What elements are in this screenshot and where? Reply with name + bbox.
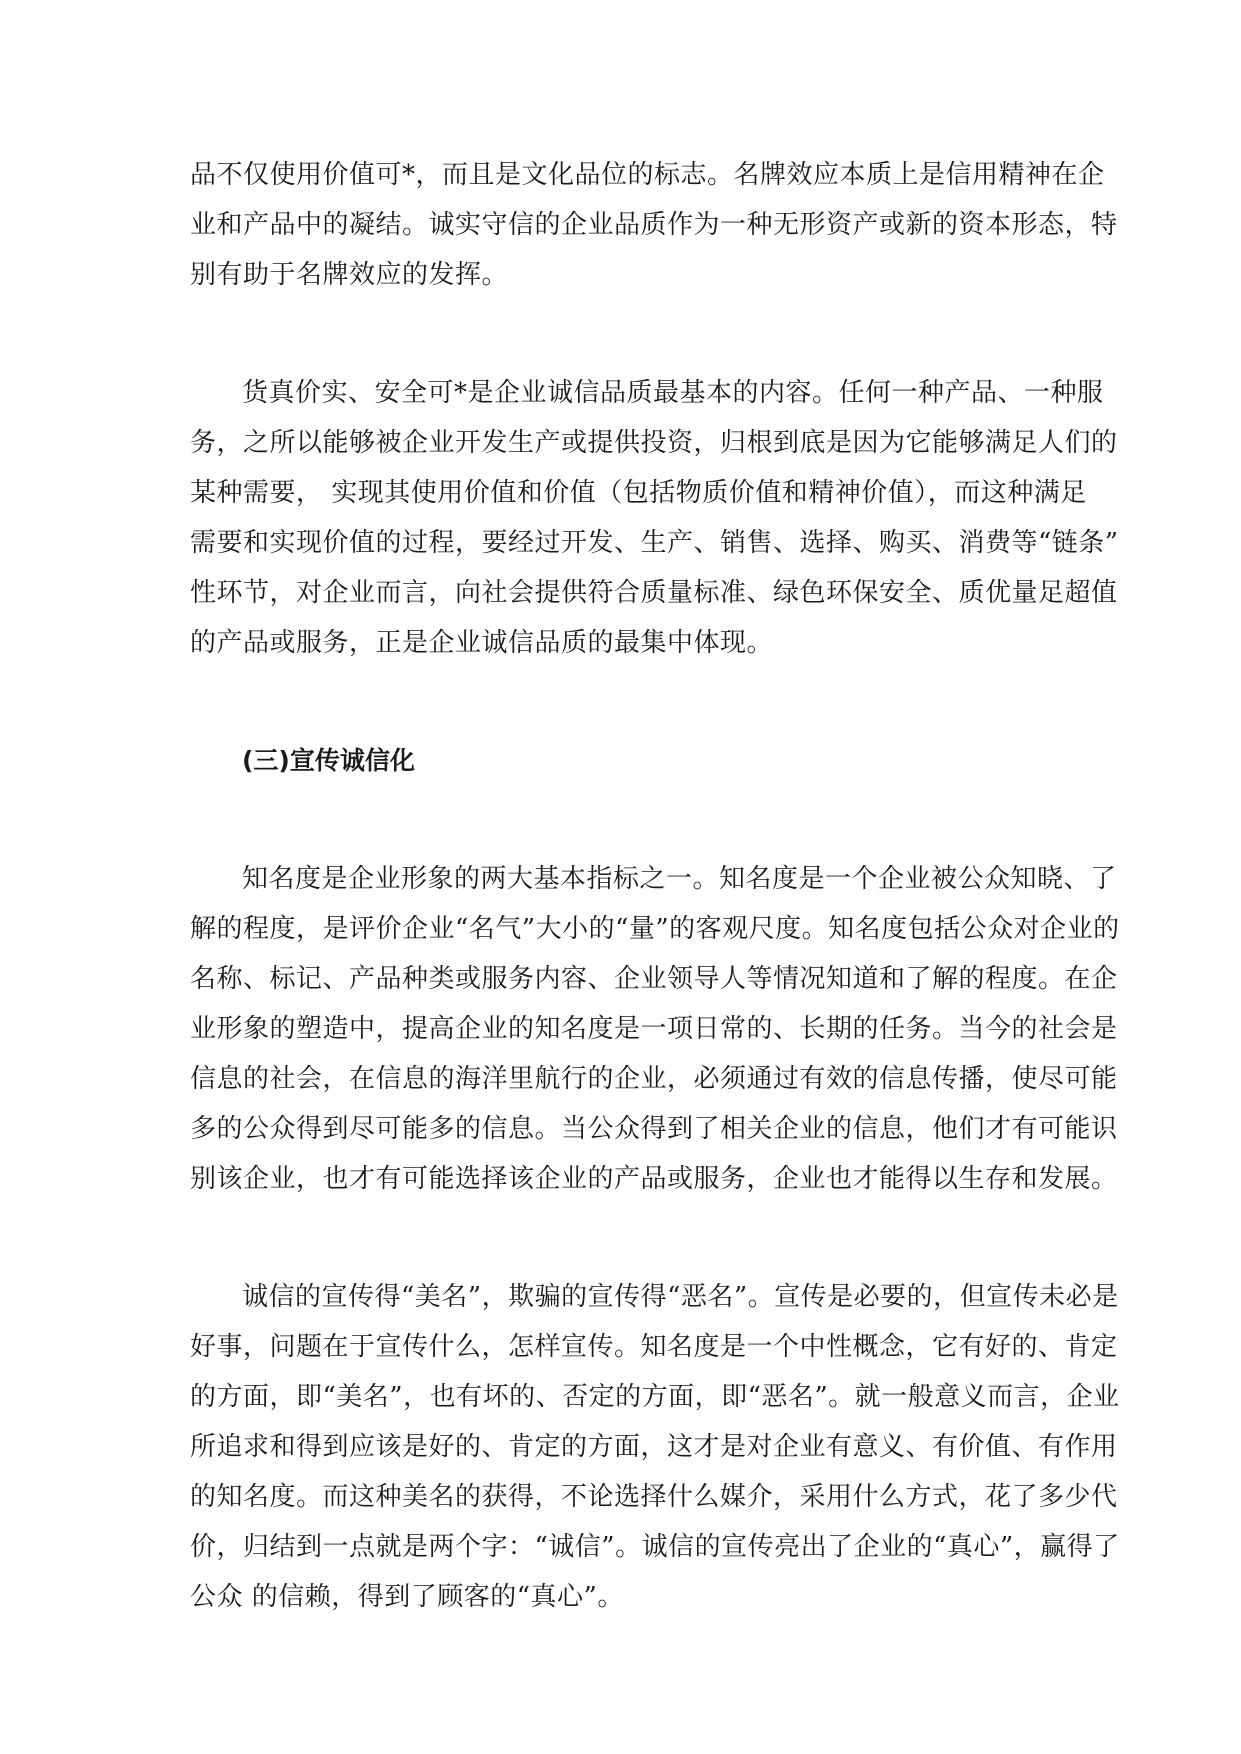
section-heading: (三)宣传诚信化 <box>242 746 415 775</box>
text-line: 知名度是企业形象的两大基本指标之一。知名度是一个企业被公众知晓、了 <box>242 864 1117 894</box>
text-line: 信息的社会，在信息的海洋里航行的企业，必须通过有效的信息传播，使尽可能 <box>190 1064 1118 1094</box>
text-line: 需要和实现价值的过程，要经过开发、生产、销售、选择、购买、消费等“链条” <box>190 528 1119 558</box>
paragraph-spacer <box>190 300 1060 368</box>
paragraph-spacer <box>190 786 1060 854</box>
text-line: 名称、标记、产品种类或服务内容、企业领导人等情况知道和了解的程度。在企 <box>190 964 1118 994</box>
paragraph-3 <box>190 854 1120 1204</box>
text-line: 所追求和得到应该是好的、肯定的方面，这才是对企业有意义、有价值、有作用 <box>190 1432 1118 1462</box>
text-line: 别有助于名牌效应的发挥。 <box>190 260 509 290</box>
text-line: 货真价实、安全可*是企业诚信品质最基本的内容。任何一种产品、一种服 <box>242 378 1104 408</box>
document-page <box>190 150 1120 1622</box>
text-line: 别该企业，也才有可能选择该企业的产品或服务，企业也才能得以生存和发展。 <box>190 1164 1118 1194</box>
paragraph-2 <box>190 368 1119 668</box>
text-line: 性环节，对企业而言，向社会提供符合质量标准、绿色环保安全、质优量足超值 <box>190 578 1118 608</box>
text-line: 品不仅使用价值可*，而且是文化品位的标志。名牌效应本质上是信用精神在企 <box>190 160 1105 190</box>
text-line: 的方面，即“美名”，也有坏的、否定的方面，即“恶名”。就一般意义而言，企业 <box>190 1382 1120 1412</box>
text-line: 的知名度。而这种美名的获得，不论选择什么媒介，采用什么方式，花了多少代 <box>190 1482 1118 1512</box>
text-line: 的产品或服务，正是企业诚信品质的最集中体现。 <box>190 628 774 658</box>
text-line: 多的公众得到尽可能多的信息。当公众得到了相关企业的信息，他们才有可能识 <box>190 1114 1118 1144</box>
text-line: 解的程度，是评价企业“名气”大小的“量”的客观尺度。知名度包括公众对企业的 <box>190 914 1120 944</box>
text-line: 公众 的信赖，得到了顾客的“真心”。 <box>190 1582 624 1612</box>
text-line: 价，归结到一点就是两个字：“诚信”。诚信的宣传亮出了企业的“真心”，赢得了 <box>190 1532 1120 1562</box>
paragraph-4 <box>190 1272 1120 1622</box>
text-line: 业和产品中的凝结。诚实守信的企业品质作为一种无形资产或新的资本形态，特 <box>190 210 1118 240</box>
text-line: 务，之所以能够被企业开发生产或提供投资，归根到底是因为它能够满足人们的 <box>190 428 1118 458</box>
text-line: 某种需要， 实现其使用价值和价值（包括物质价值和精神价值），而这种满足 <box>190 478 1087 508</box>
text-line: 业形象的塑造中，提高企业的知名度是一项日常的、长期的任务。当今的社会是 <box>190 1014 1118 1044</box>
text-line: 诚信的宣传得“美名”，欺骗的宣传得“恶名”。宣传是必要的，但宣传未必是 <box>242 1282 1119 1312</box>
paragraph-spacer <box>190 668 1060 736</box>
text-line: 好事，问题在于宣传什么，怎样宣传。知名度是一个中性概念，它有好的、肯定 <box>190 1332 1118 1362</box>
paragraph-spacer <box>190 1204 1060 1272</box>
paragraph-1 <box>190 150 1118 300</box>
